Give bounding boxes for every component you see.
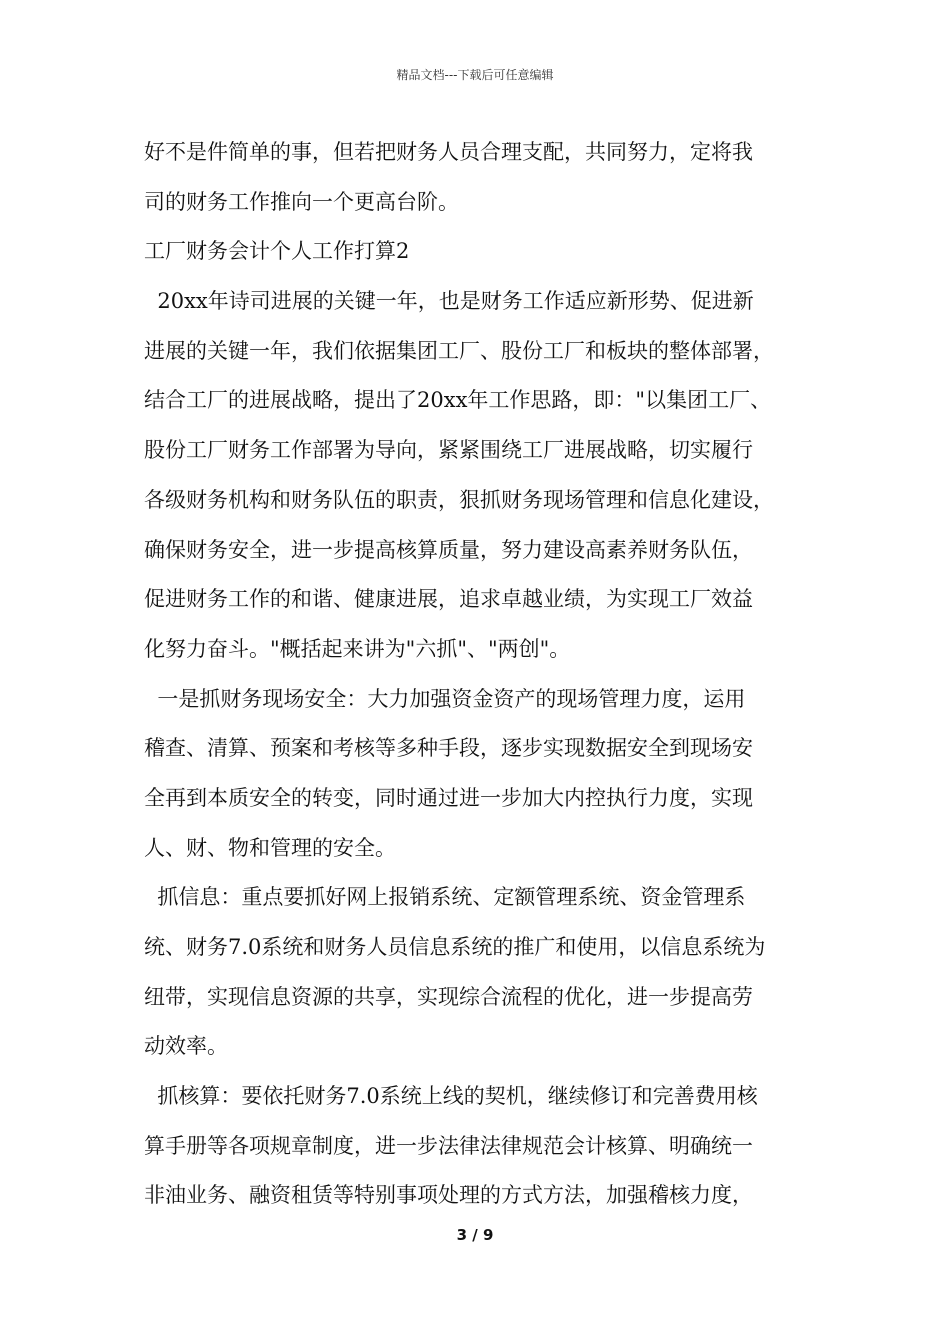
document-body [144, 128, 824, 1221]
text-line: 抓信息：重点要抓好网上报销系统、定额管理系统、资金管理系 [144, 885, 746, 910]
text-line: 股份工厂财务工作部署为导向，紧紧围绕工厂进展战略，切实履行 [144, 438, 753, 463]
text-line: 化努力奋斗。"概括起来讲为"六抓"、"两创"。 [144, 636, 571, 661]
text-line: 促进财务工作的和谐、健康进展，追求卓越业绩，为实现工厂效益 [144, 587, 753, 612]
page-number: 3 / 9 [456, 1226, 494, 1244]
text-line: 确保财务安全，进一步提高核算质量，努力建设高素养财务队伍， [144, 537, 753, 562]
text-line: 稽查、清算、预案和考核等多种手段，逐步实现数据安全到现场安 [144, 736, 753, 761]
text-line: 非油业务、融资租赁等特别事项处理的方式方法，加强稽核力度， [144, 1183, 753, 1208]
text-line: 进展的关键一年，我们依据集团工厂、股份工厂和板块的整体部署， [144, 338, 774, 363]
text-line: 抓核算：要依托财务7.0系统上线的契机，继续修订和完善费用核 [144, 1084, 758, 1109]
text-line: 全再到本质安全的转变，同时通过进一步加大内控执行力度，实现 [144, 785, 753, 810]
text-line: 各级财务机构和财务队伍的职责，狠抓财务现场管理和信息化建设， [144, 487, 774, 512]
text-line: 动效率。 [144, 1034, 228, 1059]
document-header: 精品文档---下载后可任意编辑 [396, 68, 554, 82]
section-heading: 工厂财务会计个人工作打算2 [144, 239, 410, 264]
text-line: 人、财、物和管理的安全。 [144, 835, 396, 860]
text-line: 统、财务7.0系统和财务人员信息系统的推广和使用，以信息系统为 [144, 935, 766, 959]
text-line: 司的财务工作推向一个更高台阶。 [144, 189, 459, 214]
text-line: 一是抓财务现场安全：大力加强资金资产的现场管理力度，运用 [144, 686, 746, 711]
text-line: 结合工厂的进展战略，提出了20xx年工作思路，即："以集团工厂、 [144, 388, 772, 413]
text-line: 算手册等各项规章制度，进一步法律法律规范会计核算、明确统一 [144, 1133, 753, 1158]
text-line: 20xx年诗司进展的关键一年，也是财务工作适应新形势、促进新 [144, 289, 754, 314]
text-line: 好不是件简单的事，但若把财务人员合理支配，共同努力，定将我 [144, 140, 753, 164]
text-line: 纽带，实现信息资源的共享，实现综合流程的优化，进一步提高劳 [144, 984, 753, 1009]
